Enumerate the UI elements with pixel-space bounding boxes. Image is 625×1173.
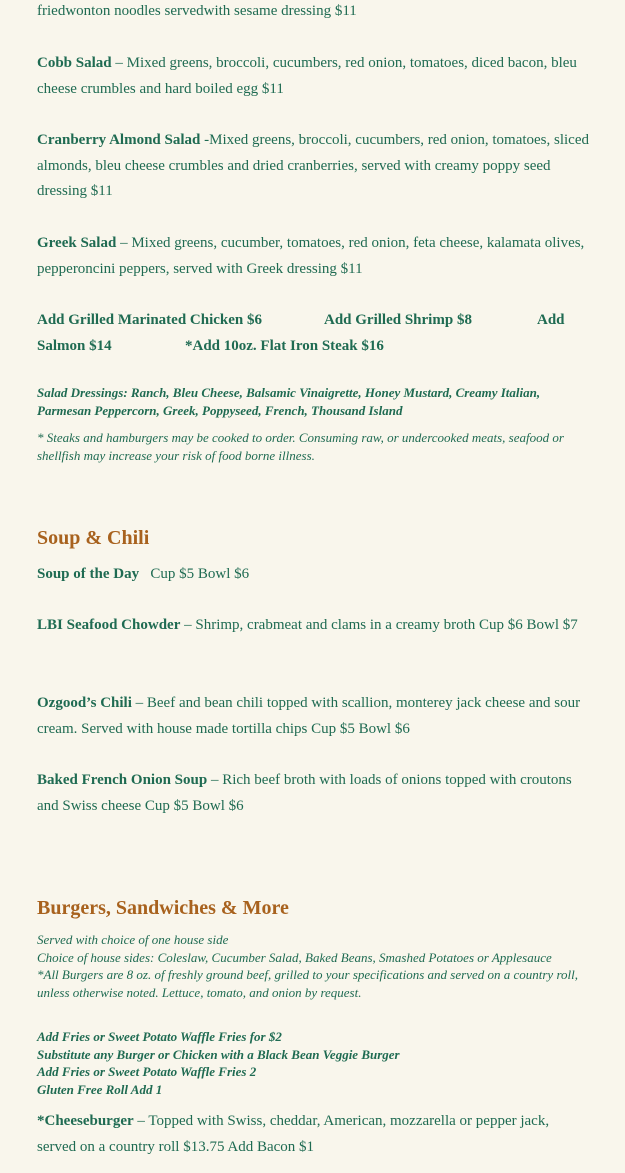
menu-item-name: Greek Salad bbox=[37, 235, 117, 251]
addon-steak: *Add 10oz. Flat Iron Steak $16 bbox=[185, 338, 384, 354]
menu-item-description: – Mixed greens, cucumber, tomatoes, red onion, feta cheese, kalamata olives, pepperoncini peppers, served with Greek dressing $11 bbox=[37, 235, 585, 277]
menu-item-cobb-salad bbox=[37, 51, 589, 102]
burger-notes bbox=[37, 931, 589, 1001]
menu-item-cheeseburger bbox=[37, 1109, 589, 1160]
menu-item-description: – Beef and bean chili topped with scallion, monterey jack cheese and sour cream. Served with house made tortilla chips Cup $5 Bowl $6 bbox=[37, 695, 581, 737]
burger-note: *All Burgers are 8 oz. of freshly ground beef, grilled to your specifications and served on a country roll, unless otherwise noted. Lettuce, tomato, and onion by request. bbox=[37, 967, 578, 1000]
addon-shrimp: Add Grilled Shrimp $8 bbox=[324, 312, 472, 328]
burger-option: Add Fries or Sweet Potato Waffle Fries 2 bbox=[37, 1064, 257, 1079]
menu-item-description: friedwonton noodles servedwith sesame dressing $11 bbox=[37, 3, 357, 19]
menu-item-description: Cup $5 Bowl $6 bbox=[139, 566, 250, 582]
burger-note: Served with choice of one house side bbox=[37, 932, 229, 947]
section-title-soup: Soup & Chili bbox=[37, 527, 150, 549]
menu-item-name: Soup of the Day bbox=[37, 566, 140, 582]
burger-option: Add Fries or Sweet Potato Waffle Fries for $2 bbox=[37, 1029, 282, 1044]
menu-item-soup-of-the-day bbox=[37, 562, 589, 588]
menu-item-name: Ozgood’s Chili bbox=[37, 695, 132, 711]
addon-chicken: Add Grilled Marinated Chicken $6 bbox=[37, 312, 263, 328]
menu-item-name: Cobb Salad bbox=[37, 55, 112, 71]
menu-item-description: – Shrimp, crabmeat and clams in a creamy broth Cup $6 Bowl $7 bbox=[180, 617, 578, 633]
addon-salmon-prefix: Add bbox=[537, 312, 565, 328]
salad-dressings: Salad Dressings: Ranch, Bleu Cheese, Balsamic Vinaigrette, Honey Mustard, Creamy Italian, Parmesan Peppercorn, Greek, Poppyseed, French, Thousand Island bbox=[37, 385, 541, 418]
menu-item-description: – Mixed greens, broccoli, cucumbers, red onion, tomatoes, diced bacon, bleu cheese crumbles and hard boiled egg $11 bbox=[37, 55, 577, 97]
addon-salmon: Salmon $14 bbox=[37, 338, 112, 354]
menu-item-name: *Cheeseburger bbox=[37, 1113, 134, 1129]
menu-item-name: LBI Seafood Chowder bbox=[37, 617, 181, 633]
burger-option: Substitute any Burger or Chicken with a Black Bean Veggie Burger bbox=[37, 1046, 400, 1062]
burger-option: Gluten Free Roll Add 1 bbox=[37, 1081, 163, 1097]
menu-item-description: – Topped with Swiss, cheddar, American, mozzarella or pepper jack, served on a country roll $13.75 Add Bacon $1 bbox=[37, 1113, 550, 1155]
burger-note: Choice of house sides: Coleslaw, Cucumber Salad, Baked Beans, Smashed Potatoes or Applesauce bbox=[37, 949, 552, 965]
menu-item-baked-french-onion-soup bbox=[37, 768, 589, 819]
section-title-burgers: Burgers, Sandwiches & More bbox=[37, 897, 289, 919]
menu-item-ozgoods-chili bbox=[37, 691, 589, 742]
menu-item-greek-salad bbox=[37, 231, 589, 282]
menu-item-cranberry-almond-salad bbox=[37, 128, 589, 205]
menu-item-description: -Mixed greens, broccoli, cucumbers, red onion, tomatoes, sliced almonds, bleu cheese crumbles and dried cranberries, served with creamy poppy seed dressing $11 bbox=[37, 132, 589, 199]
menu-item-lbi-seafood-chowder bbox=[37, 613, 589, 639]
raw-food-disclaimer: * Steaks and hamburgers may be cooked to order. Consuming raw, or undercooked meats, seafood or shellfish may increase your risk of food borne illness. bbox=[37, 430, 564, 463]
salad-addons bbox=[37, 308, 589, 360]
menu-item-name: Cranberry Almond Salad bbox=[37, 132, 201, 148]
menu-item-name: Baked French Onion Soup bbox=[37, 772, 208, 788]
burger-options bbox=[37, 1028, 589, 1098]
menu-item-description: – Rich beef broth with loads of onions topped with croutons and Swiss cheese Cup $5 Bowl $6 bbox=[37, 772, 572, 814]
